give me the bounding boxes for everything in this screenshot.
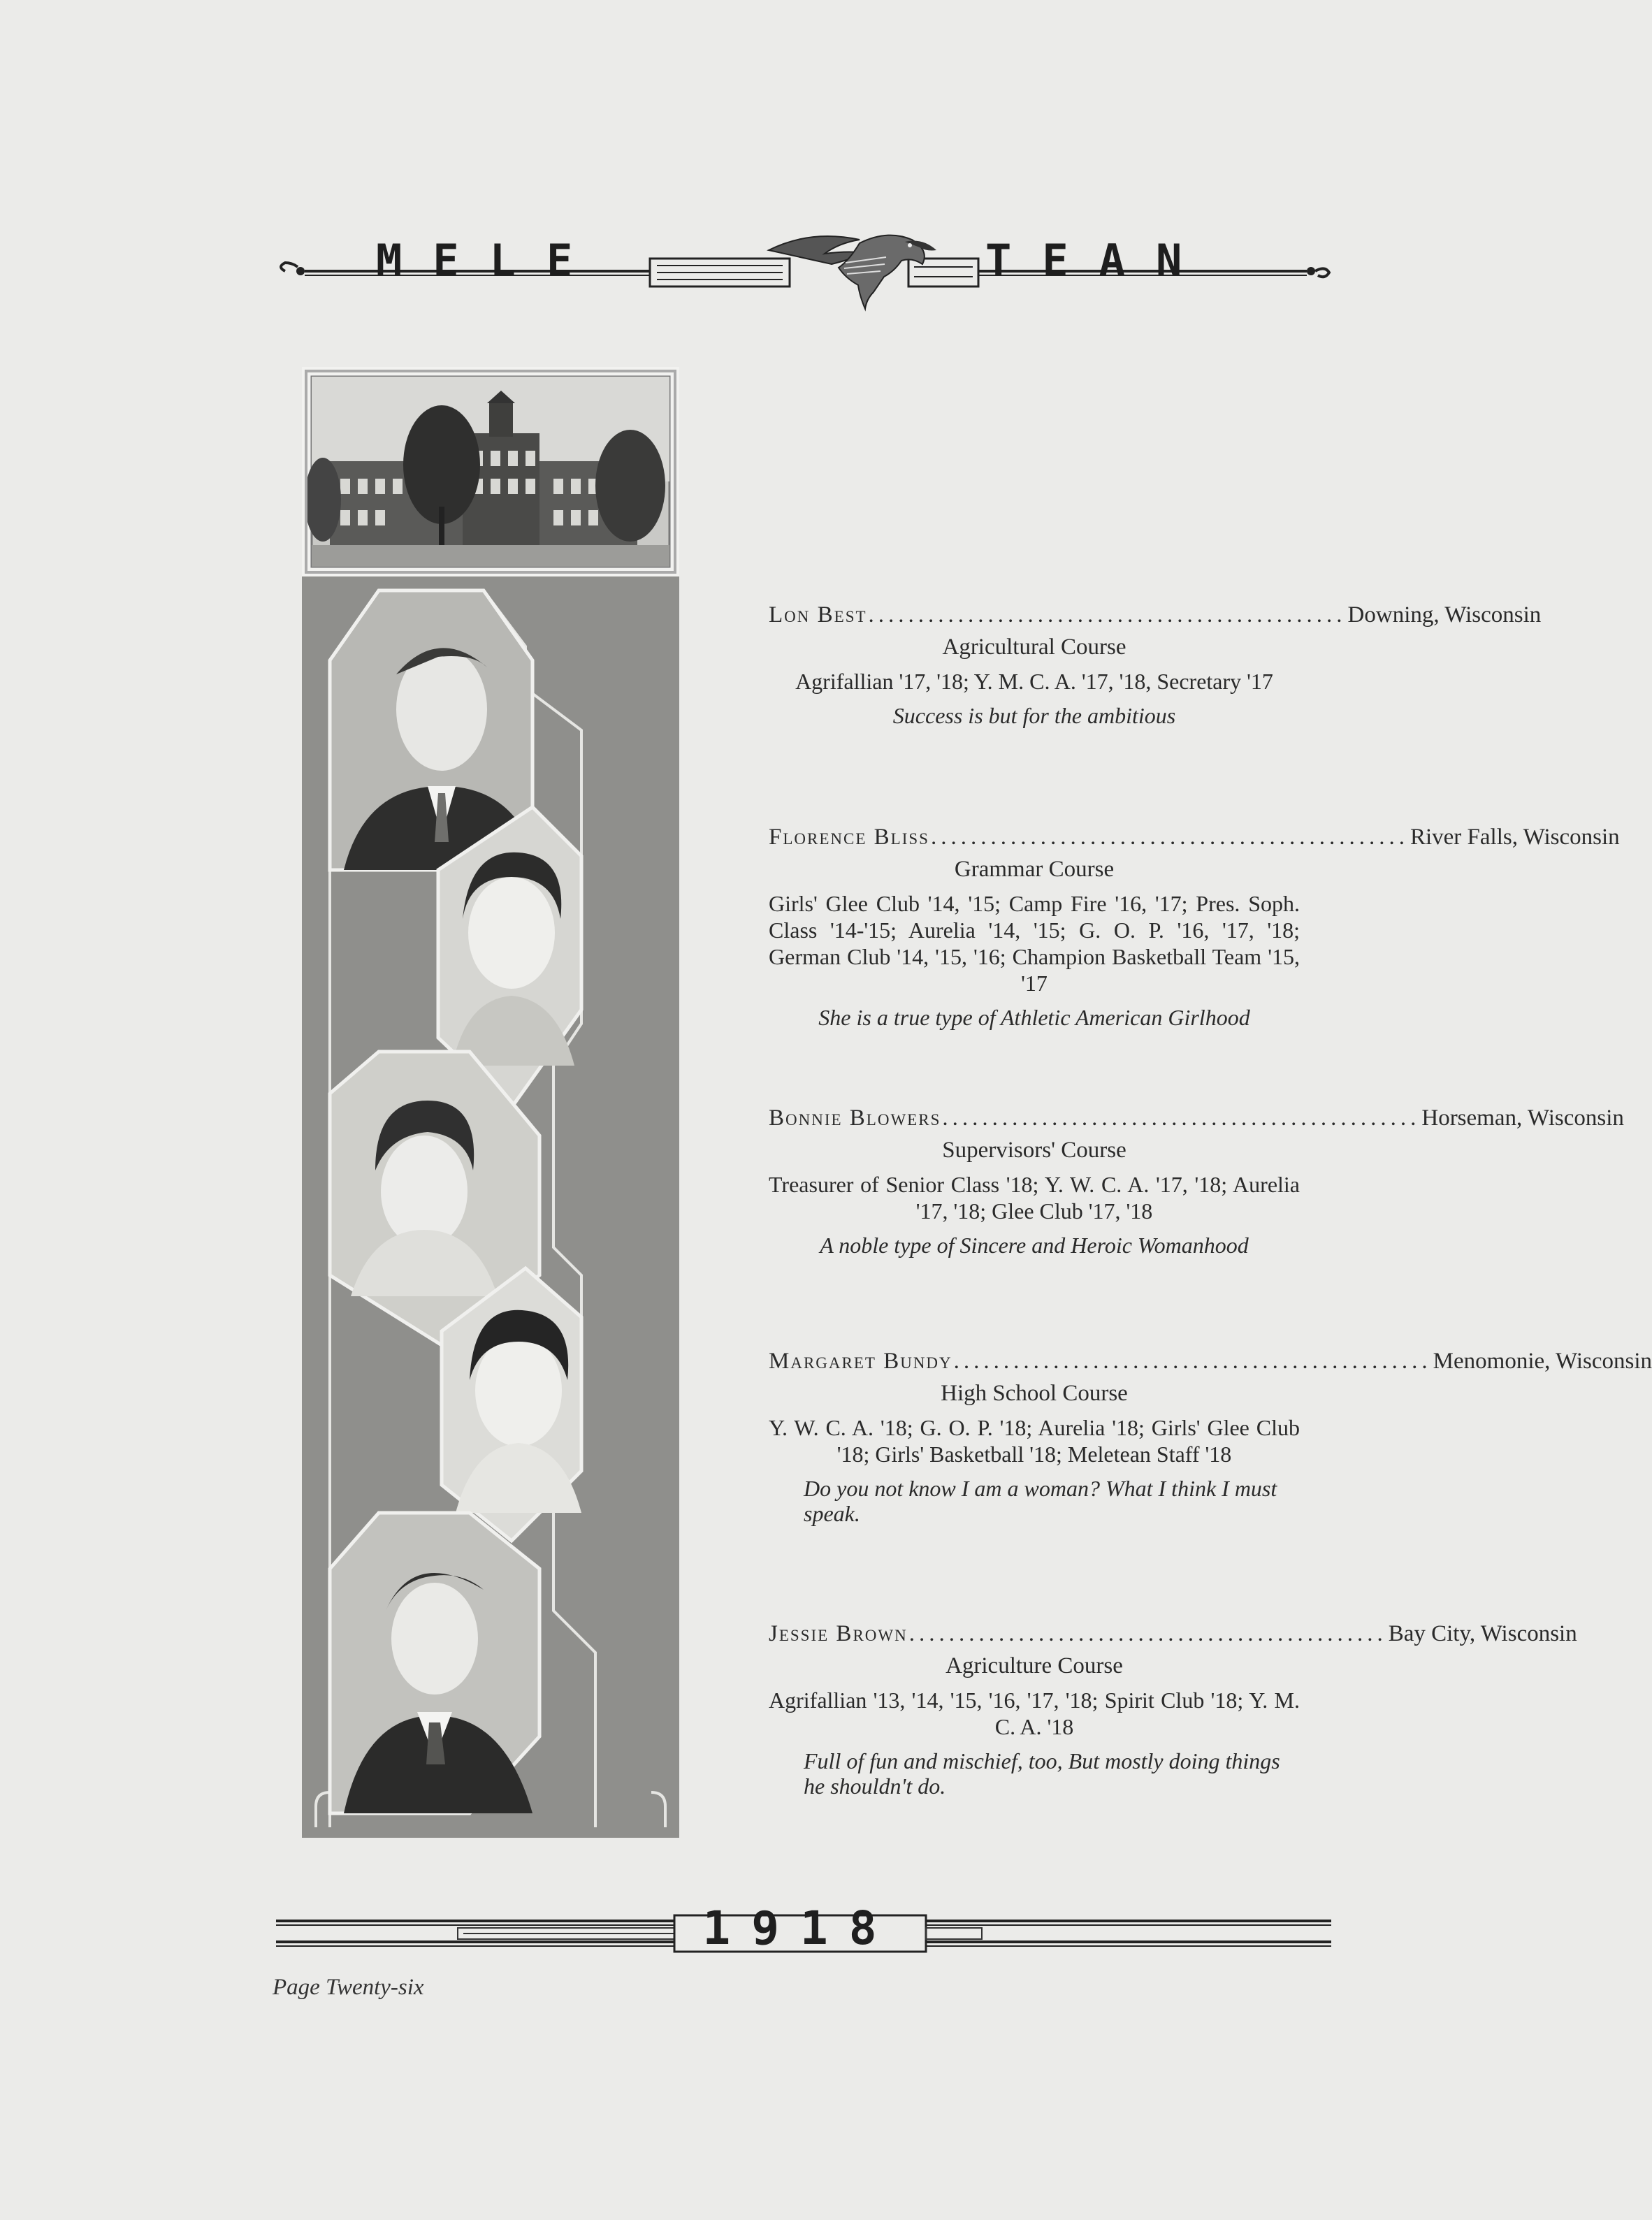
student-course: Grammar Course — [954, 857, 1115, 882]
student-activities: Agrifallian '13, '14, '15, '16, '17, '18; Spirit Club '18; Y. M. C. A. '18 — [769, 1688, 1300, 1739]
header-banner — [280, 222, 1335, 313]
leader-dots: ................................................ — [908, 1621, 1387, 1646]
leader-dots: ................................................ — [942, 1105, 1421, 1131]
leader-dots: ................................................ — [868, 602, 1347, 627]
photo-column — [302, 367, 679, 1838]
student-course: Agriculture Course — [945, 1653, 1123, 1678]
name-line — [769, 823, 1620, 851]
student-town: Bay City, Wisconsin — [1388, 1621, 1577, 1646]
student-name: Margaret Bundy — [769, 1349, 952, 1374]
student-name: Bonnie Blowers — [769, 1105, 941, 1131]
student-motto: Full of fun and mischief, too, But mostly doing things he shouldn't do. — [804, 1748, 1280, 1799]
student-course: High School Course — [941, 1381, 1128, 1406]
student-name: Jessie Brown — [769, 1621, 908, 1646]
student-town: Horseman, Wisconsin — [1421, 1105, 1624, 1131]
student-entry — [769, 1620, 1577, 1799]
student-motto: Do you not know I am a woman? What I think I must speak. — [804, 1476, 1277, 1526]
student-motto: Success is but for the ambitious — [892, 703, 1176, 728]
portrait-strip — [302, 576, 679, 1838]
student-entry — [769, 823, 1620, 1030]
student-activities: Treasurer of Senior Class '18; Y. W. C. A. '17, '18; Aurelia '17, '18; Glee Club '17, '18 — [769, 1172, 1300, 1224]
student-entry — [769, 1104, 1624, 1258]
portrait-jessie-brown — [330, 1513, 539, 1813]
student-name: Florence Bliss — [769, 825, 929, 850]
name-line — [769, 1620, 1577, 1648]
student-activities: Agrifallian '17, '18; Y. M. C. A. '17, '18, Secretary '17 — [795, 669, 1273, 694]
student-motto: She is a true type of Athletic American Girlhood — [818, 1005, 1250, 1030]
title-word-left: MELE — [376, 235, 604, 286]
leader-dots: ................................................ — [953, 1349, 1432, 1374]
footer-banner — [276, 1901, 1331, 1955]
title-word-right: TEAN — [985, 235, 1213, 286]
student-town: River Falls, Wisconsin — [1410, 825, 1620, 850]
page-number: Page Twenty-six — [273, 1975, 424, 2000]
footer-year: 1918 — [702, 1901, 898, 1955]
name-line — [769, 1347, 1652, 1375]
student-town: Menomonie, Wisconsin — [1433, 1349, 1652, 1374]
name-line — [769, 601, 1542, 629]
leader-dots: ................................................ — [930, 825, 1409, 850]
name-line — [769, 1104, 1624, 1132]
student-name: Lon Best — [769, 602, 867, 627]
student-course: Supervisors' Course — [942, 1138, 1126, 1163]
student-course: Agricultural Course — [942, 634, 1126, 660]
campus-building-photo — [302, 367, 679, 576]
student-entry — [769, 1347, 1652, 1526]
student-entry — [769, 601, 1542, 728]
student-activities: Y. W. C. A. '18; G. O. P. '18; Aurelia '18; Girls' Glee Club '18; Girls' Basketball '18; Meletean Staff '18 — [769, 1415, 1300, 1467]
eagle-emblem — [762, 222, 943, 313]
student-motto: A noble type of Sincere and Heroic Womanhood — [820, 1233, 1249, 1258]
student-activities: Girls' Glee Club '14, '15; Camp Fire '16, '17; Pres. Soph. Class '14-'15; Aurelia '14, '15; G. O. P. '16, '17, '18; German Club '14, '15, '16; Champion Basketball Team '15, '17 — [769, 891, 1300, 996]
student-town: Downing, Wisconsin — [1347, 602, 1542, 627]
